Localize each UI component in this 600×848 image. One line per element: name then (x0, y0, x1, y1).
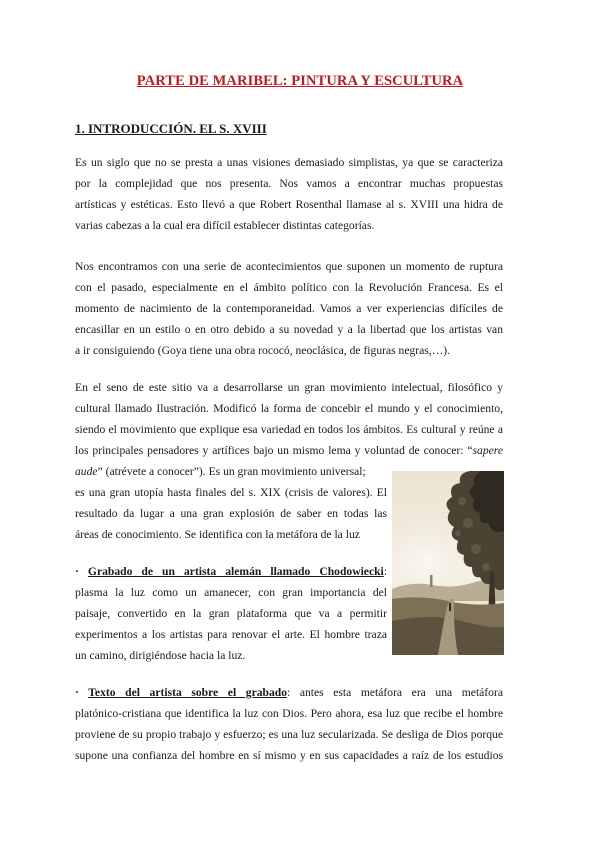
paragraph-4-line: plasma la luz como un amanecer, con gran importancia del (75, 586, 387, 599)
paragraph-5-line (75, 686, 503, 700)
paragraph-5-text: : antes esta metáfora era una metáfora (287, 686, 503, 699)
bullet: · (75, 686, 89, 699)
paragraph-3-line (75, 444, 503, 458)
bullet: · (75, 565, 88, 578)
chodowiecki-engraving-image (392, 471, 504, 655)
artist-text-label: Texto del artista sobre el grabado (88, 686, 287, 699)
paragraph-3-line: siendo el movimiento que explique esa variedad en todos los ámbitos. Es cultural y reúne a (75, 423, 503, 436)
paragraph-2-line: Nos encontramos con una serie de acontecimientos que suponen un momento de ruptura (75, 260, 503, 273)
paragraph-3-line (75, 465, 387, 479)
paragraph-3-text: los principales pensadores y artífices bajo un mismo lema y voluntad de conocer: “ (75, 444, 473, 457)
paragraph-5-line: proviene de su propio trabajo y esfuerzo; es una luz secularizada. Se desliga de Dios porque (75, 728, 503, 741)
page-title: PARTE DE MARIBEL: PINTURA Y ESCULTURA (136, 73, 464, 89)
paragraph-1-line: varias cabezas a la cual era difícil establecer distintas categorías. (75, 219, 375, 232)
latin-motto-part-1: sapere (472, 444, 503, 457)
paragraph-3-line: En el seno de este sitio va a desarrollarse un gran movimiento intelectual, filosófico y (75, 381, 503, 394)
paragraph-3-line: cultural llamado Ilustración. Modificó la forma de concebir el mundo y el conocimiento, (75, 402, 503, 415)
engraving-label: Grabado de un artista alemán llamado Chodowiecki (87, 565, 384, 578)
paragraph-4-line: un camino, dirigiéndose hacia la luz. (75, 649, 246, 662)
paragraph-2-line: encasillar en un estilo o en otro debido a su novedad y a la libertad que los artistas van (75, 323, 503, 336)
paragraph-2-line: a ir consiguiendo (Goya tiene una obra rococó, neoclásica, de figuras negras,…). (75, 344, 451, 357)
paragraph-5-line: supone una confianza del hombre en sí mismo y en sus capacidades a raíz de los estudios (75, 749, 503, 762)
paragraph-2-line: con el pasado, especialmente en el ámbito político con la Revolución Francesa. Es el (75, 281, 503, 294)
paragraph-3-line: áreas de conocimiento. Se identifica con la metáfora de la luz (75, 528, 360, 541)
paragraph-3-line: es una gran utopía hasta finales del s. XIX (crisis de valores). El (75, 486, 387, 499)
paragraph-3-text: ” (atrévete a conocer”). Es un gran movimiento universal; (97, 465, 366, 478)
paragraph-3-line: resultado da lugar a una gran explosión de saber en todas las (75, 507, 387, 520)
section-heading: 1. INTRODUCCIÓN. EL S. XVIII (75, 121, 267, 136)
latin-motto-part-2: aude (75, 465, 98, 478)
paragraph-4-line (75, 565, 387, 579)
paragraph-5-line: platónico-cristiana que identifica la luz con Dios. Pero ahora, esa luz que recibe el hombre (75, 707, 503, 720)
paragraph-1-line: por la complejidad que nos presenta. Nos vamos a encontrar muchas propuestas (75, 177, 503, 190)
paragraph-4-line: experimentos a los artistas para renovar el arte. El hombre traza (75, 628, 387, 641)
paragraph-4-text: : (383, 565, 387, 578)
paragraph-1-line: artísticas y estéticas. Esto llevó a que Robert Rosenthal llamase al s. XVIII una hidra de (75, 198, 503, 211)
paragraph-1-line: Es un siglo que no se presta a unas visiones demasiado simplistas, ya que se caracteriza (75, 156, 503, 169)
paragraph-2-line: momento de nacimiento de la contemporaneidad. Vamos a ver experiencias difíciles de (75, 302, 503, 315)
paragraph-4-line: paisaje, convertido en la gran plataforma que va a permitir (75, 607, 387, 620)
